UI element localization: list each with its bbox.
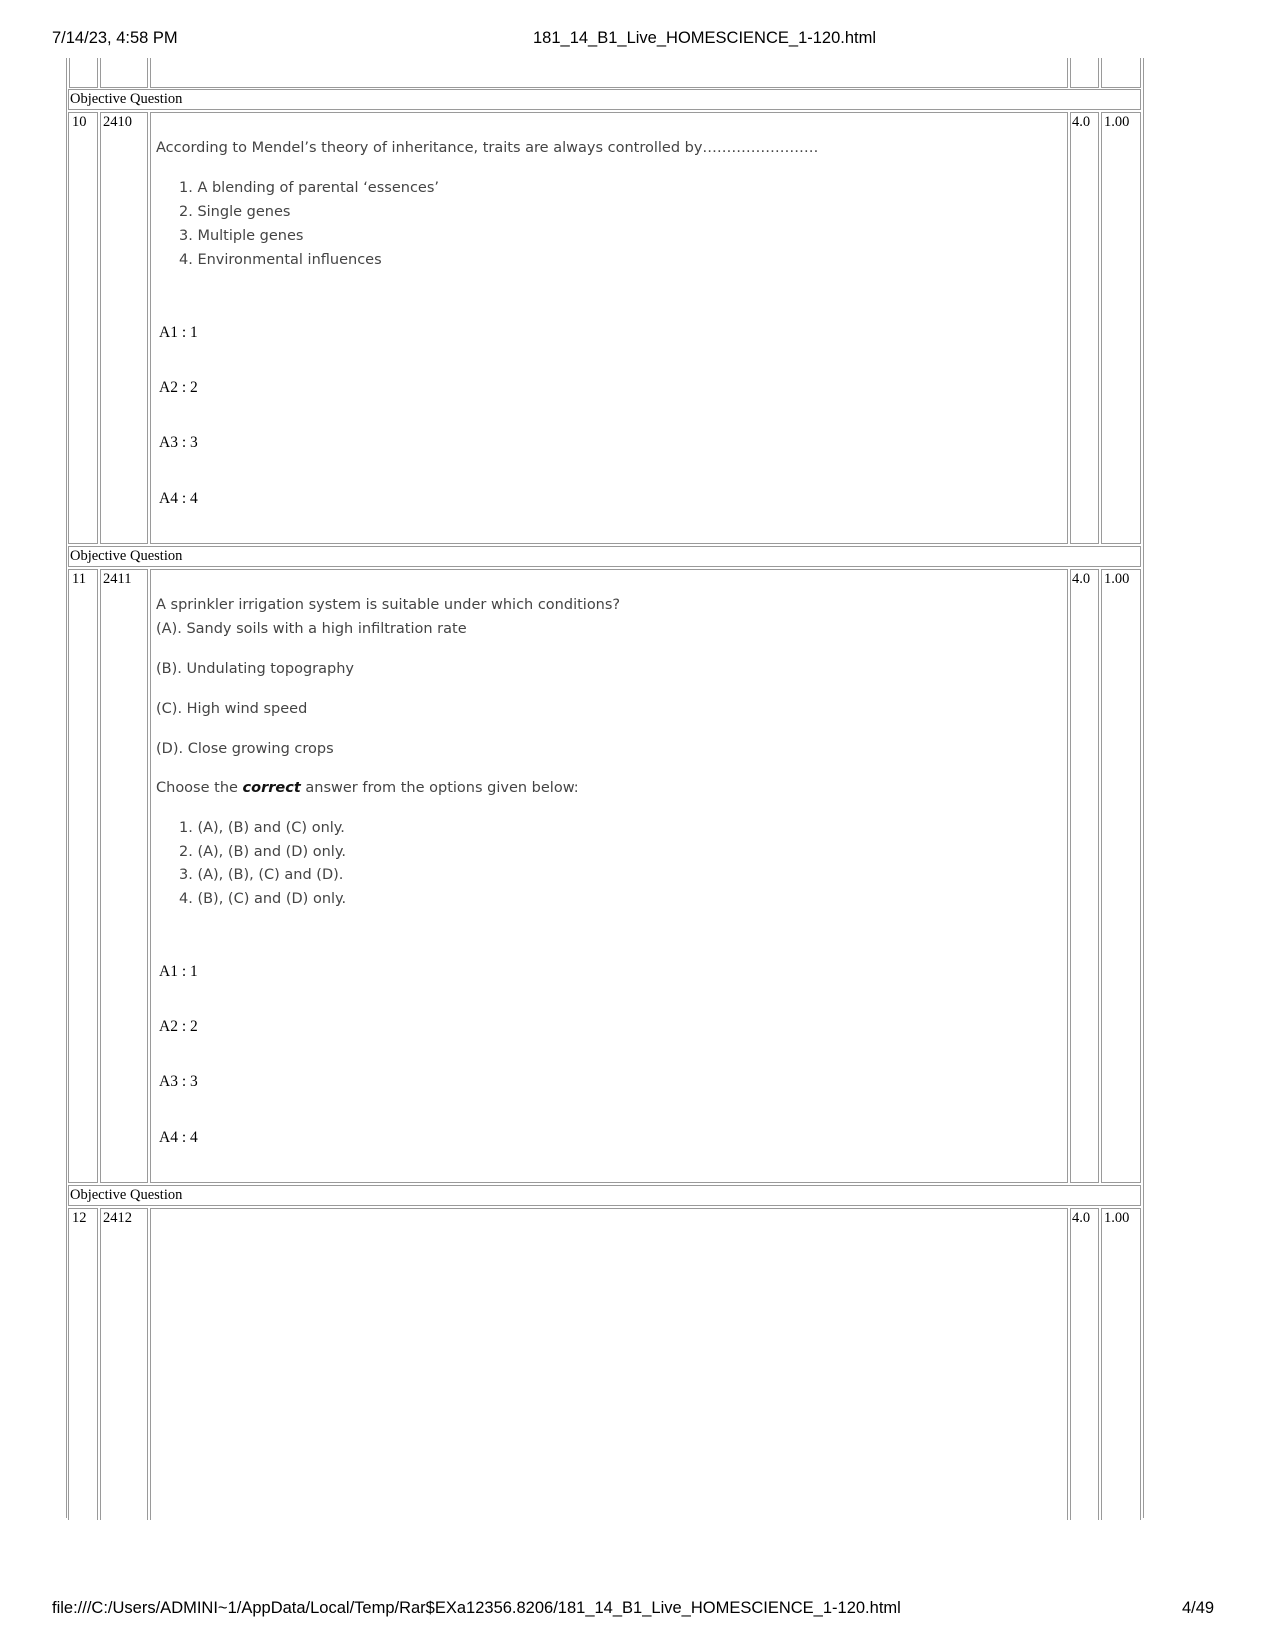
choose-post: answer from the options given below: <box>300 780 579 796</box>
print-doc-title: 181_14_B1_Live_HOMESCIENCE_1-120.html <box>533 29 877 47</box>
qid-cell <box>100 569 148 1183</box>
negative-marks-cell <box>1101 569 1141 1183</box>
negative-marks-cell <box>1101 112 1141 544</box>
answer-key: A2 : 2 <box>159 379 198 396</box>
print-page-number: 4/49 <box>1182 1599 1215 1617</box>
section-header-cell <box>68 546 1141 567</box>
answer-key: A1 : 1 <box>159 324 198 341</box>
section-label: Objective Question <box>70 91 183 107</box>
table-border <box>66 88 67 1518</box>
statement-item: (C). High wind speed <box>156 701 308 717</box>
answer-key: A2 : 2 <box>159 1018 198 1035</box>
prev-neg-cell <box>1101 58 1141 88</box>
answer-key: A4 : 4 <box>159 1129 198 1146</box>
sno-cell <box>68 1208 98 1520</box>
option-item: 3. Multiple genes <box>179 228 304 244</box>
marks-cell <box>1070 1208 1099 1520</box>
statement-item: (D). Close growing crops <box>156 741 334 757</box>
section-label: Objective Question <box>70 1187 183 1203</box>
print-datetime: 7/14/23, 4:58 PM <box>52 29 178 47</box>
question-number: 11 <box>72 571 86 587</box>
statement-item: (B). Undulating topography <box>156 661 354 677</box>
question-stem: According to Mendel’s theory of inheritance, traits are always controlled by…………………… <box>156 140 819 156</box>
question-id: 2411 <box>103 571 132 587</box>
table-border <box>1143 88 1144 1518</box>
question-id: 2410 <box>103 114 132 130</box>
option-item: 1. (A), (B) and (C) only. <box>179 820 345 836</box>
negative-marks-value: 1.00 <box>1104 571 1130 587</box>
answer-key: A1 : 1 <box>159 963 198 980</box>
answer-key: A3 : 3 <box>159 1073 198 1090</box>
print-file-path: file:///C:/Users/ADMINI~1/AppData/Local/Temp/Rar$EXa12356.8206/181_14_B1_Live_HOMESCIENCE_1-120.html <box>52 1599 901 1617</box>
table-border <box>1143 58 1144 88</box>
sno-cell <box>68 112 98 544</box>
prev-question-cell <box>150 58 1068 88</box>
qid-cell <box>100 112 148 544</box>
prev-marks-cell <box>1070 58 1099 88</box>
question-number: 10 <box>72 114 87 130</box>
qid-cell <box>100 1208 148 1520</box>
prev-sno-cell <box>69 58 98 88</box>
option-item: 4. (B), (C) and (D) only. <box>179 891 347 907</box>
sno-cell <box>68 569 98 1183</box>
marks-value: 4.0 <box>1072 1210 1091 1226</box>
answer-key: A4 : 4 <box>159 490 198 507</box>
marks-value: 4.0 <box>1072 114 1091 130</box>
marks-cell <box>1070 112 1099 544</box>
option-item: 2. Single genes <box>179 204 291 220</box>
section-label: Objective Question <box>70 548 183 564</box>
choose-instruction <box>156 780 579 796</box>
question-cell <box>150 1208 1068 1520</box>
choose-pre: Choose the <box>156 780 243 796</box>
question-id: 2412 <box>103 1210 132 1226</box>
question-stem: A sprinkler irrigation system is suitable under which conditions? <box>156 597 621 613</box>
prev-qid-cell <box>100 58 148 88</box>
marks-cell <box>1070 569 1099 1183</box>
answer-key: A3 : 3 <box>159 434 198 451</box>
question-number: 12 <box>72 1210 87 1226</box>
table-border <box>66 58 67 88</box>
section-header-cell <box>68 1185 1141 1206</box>
option-item: 1. A blending of parental ‘essences’ <box>179 180 439 196</box>
option-item: 4. Environmental influences <box>179 252 382 268</box>
negative-marks-value: 1.00 <box>1104 114 1130 130</box>
negative-marks-cell <box>1101 1208 1141 1520</box>
option-item: 2. (A), (B) and (D) only. <box>179 844 346 860</box>
statement-item: (A). Sandy soils with a high infiltration rate <box>156 621 467 637</box>
option-item: 3. (A), (B), (C) and (D). <box>179 867 344 883</box>
question-cell <box>150 112 1068 544</box>
negative-marks-value: 1.00 <box>1104 1210 1130 1226</box>
choose-emphasis: correct <box>242 780 301 796</box>
marks-value: 4.0 <box>1072 571 1091 587</box>
section-header-cell <box>68 89 1141 110</box>
